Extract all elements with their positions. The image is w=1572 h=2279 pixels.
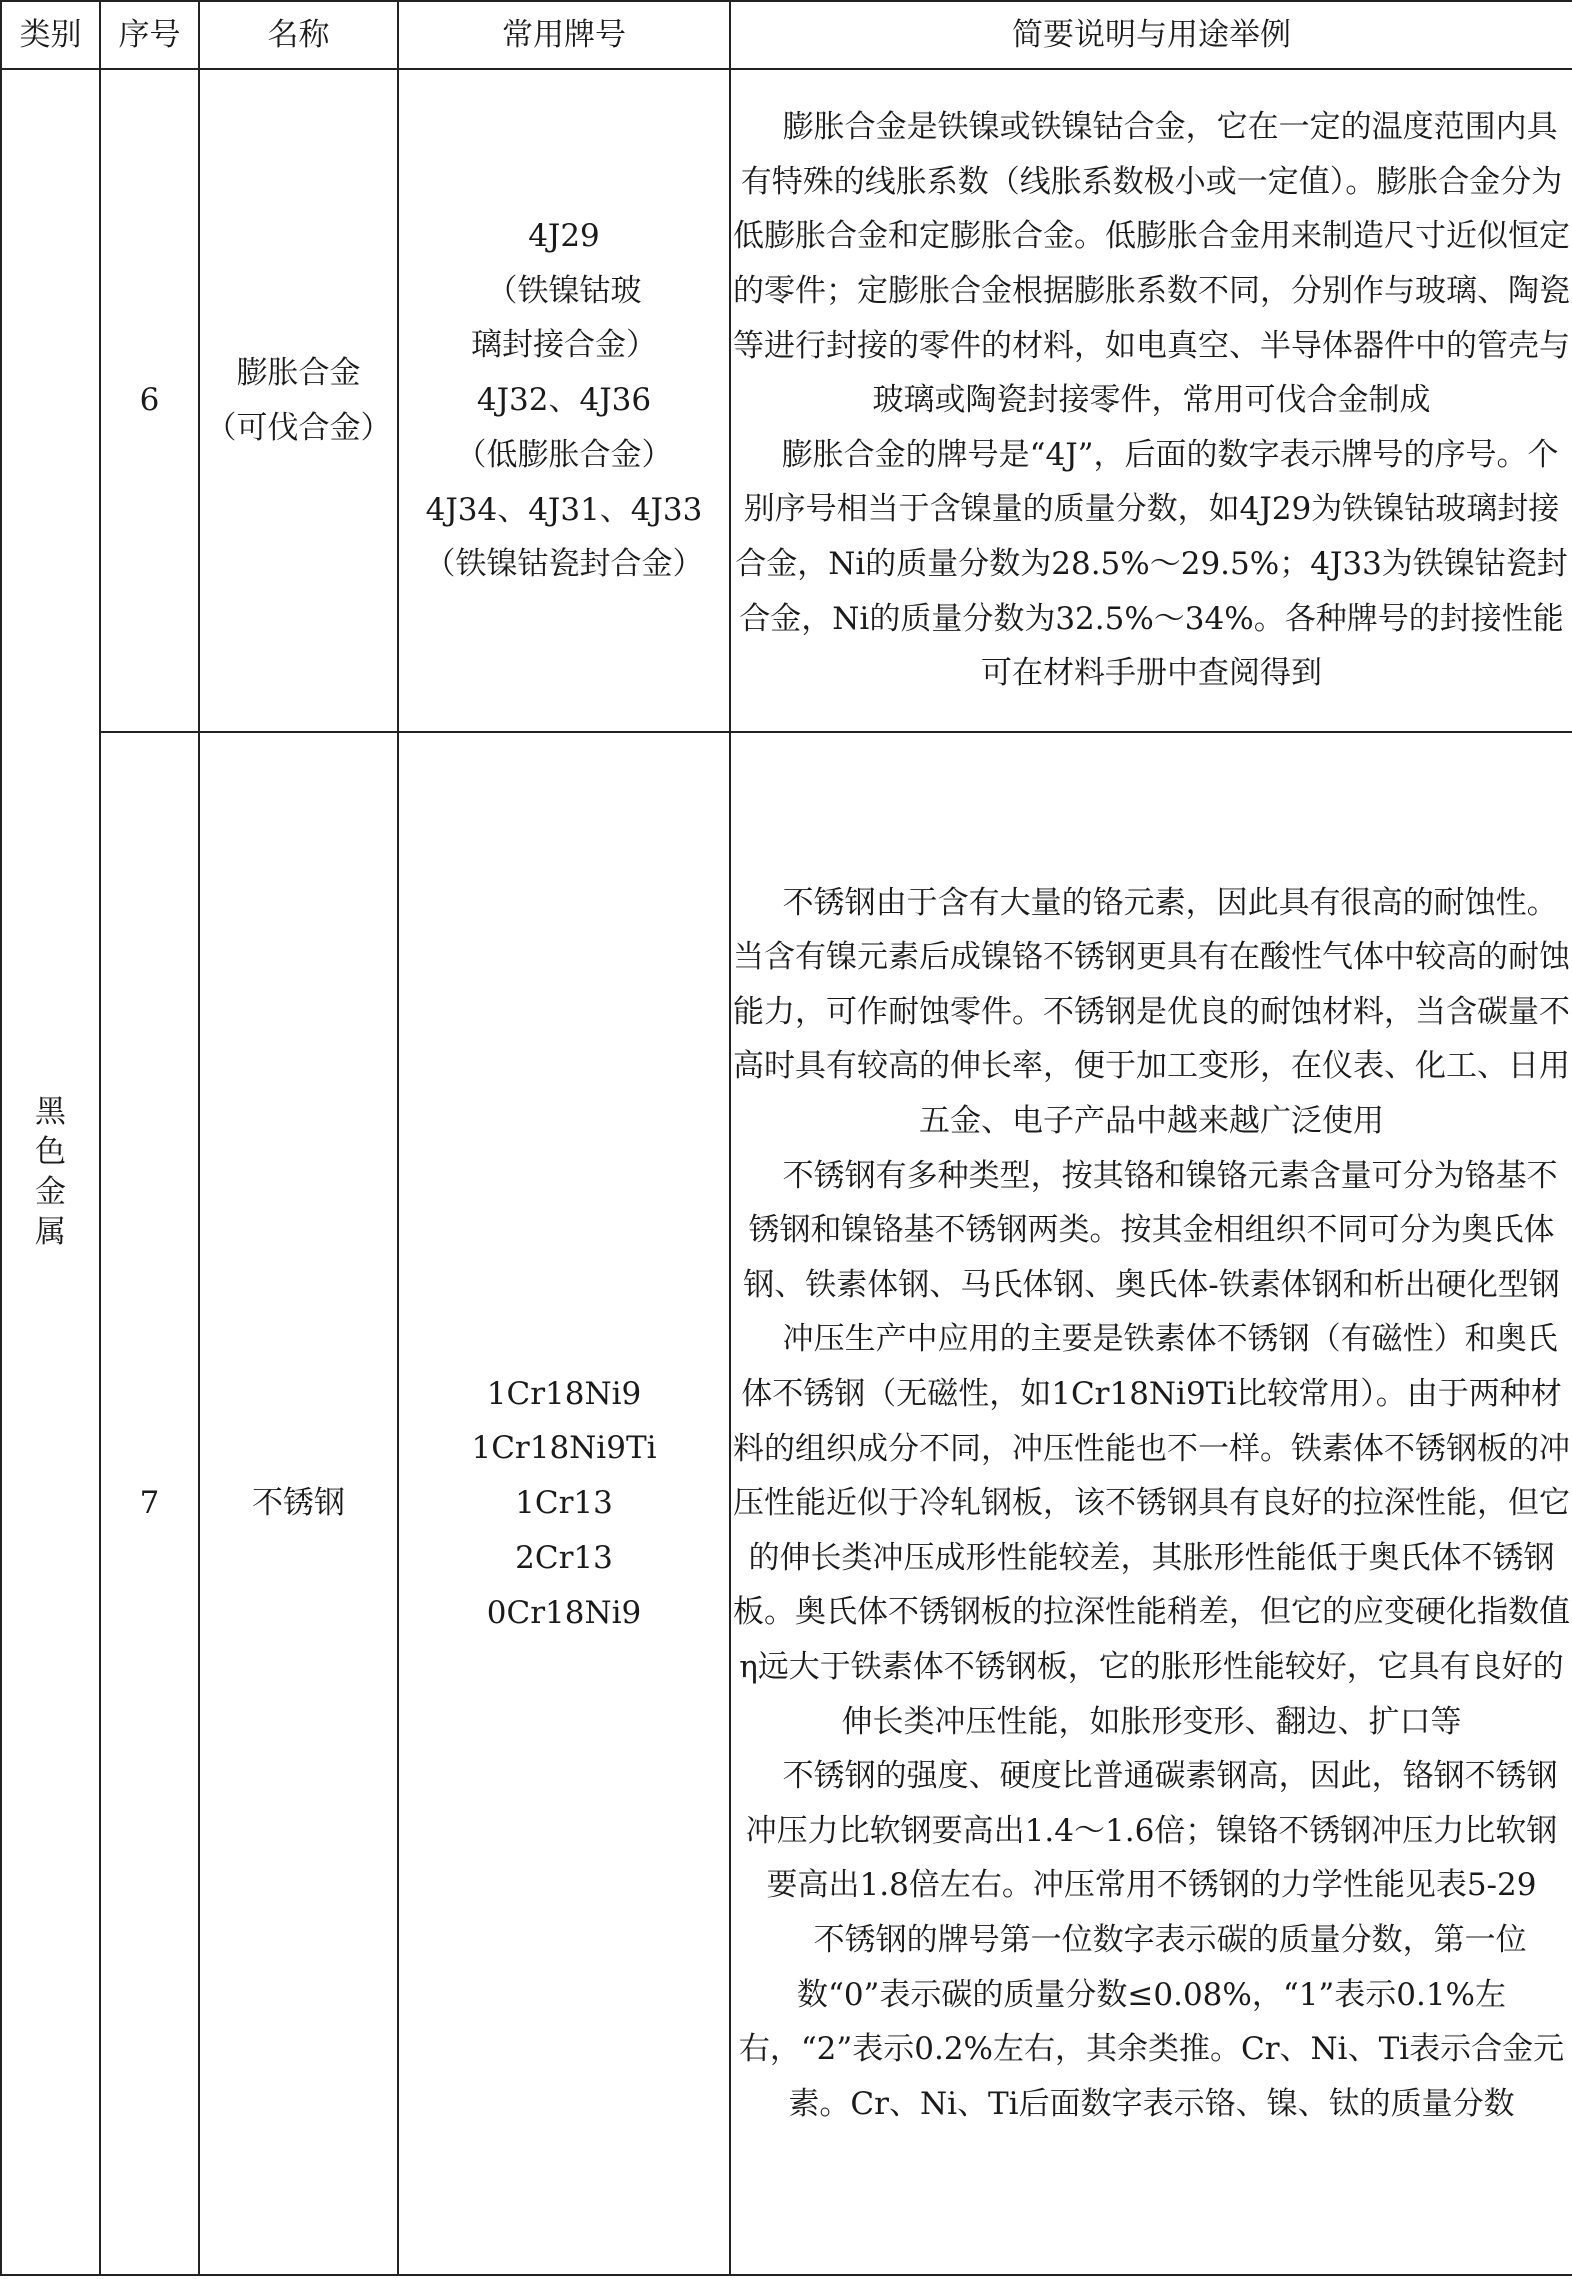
- grade-line: 4J29: [528, 218, 600, 255]
- grade-line: 1Cr18Ni9: [486, 1375, 642, 1412]
- description-paragraph: 不锈钢的强度、硬度比普通碳素钢高，因此，铬钢不锈钢冲压力比软钢要高出1.4～1.6倍；镍铬不锈钢冲压力比软钢要高出1.8倍左右。冲压常用不锈钢的力学性能见表5-29: [745, 1758, 1558, 1904]
- description-paragraph: 膨胀合金的牌号是“4J”，后面的数字表示牌号的序号。个别序号相当于含镍量的质量分数，如4J29为铁镍钴玻璃封接合金，Ni的质量分数为28.5%～29.5%；4J33为铁镍钴瓷封合金，Ni的质量分数为32.5%～34%。各种牌号的封接性能可在材料手册中查阅得到: [735, 436, 1568, 692]
- grade-line: 4J34、4J31、4J33: [425, 491, 703, 528]
- grade-list: [398, 69, 730, 732]
- grade-line: （低膨胀合金）: [455, 436, 673, 473]
- table-row-expansion-alloy: [1, 69, 1572, 732]
- header-grades: 常用牌号: [398, 1, 730, 69]
- table-row-stainless-steel: [1, 732, 1572, 2275]
- grade-line: 4J32、4J36: [476, 382, 652, 419]
- grade-line: 0Cr18Ni9: [486, 1594, 642, 1631]
- category-cell: [1, 69, 100, 2275]
- grade-line: （铁镍钴瓷封合金）: [424, 546, 704, 583]
- grade-line: 2Cr13: [515, 1539, 613, 1576]
- row-number: 6: [100, 69, 199, 732]
- grade-line: 璃封接合金）: [471, 327, 657, 364]
- description-cell: [730, 732, 1572, 2275]
- material-name-line: 膨胀合金: [236, 354, 361, 391]
- table-header-row: [1, 1, 1572, 69]
- grade-line: 1Cr18Ni9Ti: [471, 1430, 657, 1467]
- description-cell: [730, 69, 1572, 732]
- description-paragraph: 膨胀合金是铁镍或铁镍钴合金，它在一定的温度范围内具有特殊的线胀系数（线胀系数极小或一定值）。膨胀合金分为低膨胀合金和定膨胀合金。低膨胀合金用来制造尺寸近似恒定的零件；定膨胀合金根据膨胀系数不同，分别作与玻璃、陶瓷等进行封接的零件的材料，如电真空、半导体器件中的管壳与玻璃或陶瓷封接零件，常用可伐合金制成: [733, 109, 1570, 419]
- grade-list: [398, 732, 730, 2275]
- header-category: 类别: [1, 1, 100, 69]
- grade-line: 1Cr13: [515, 1485, 613, 1522]
- header-number: 序号: [100, 1, 199, 69]
- material-name-line: （可伐合金）: [205, 409, 392, 446]
- category-label: 黑色金属: [35, 1094, 66, 1250]
- description-paragraph: 不锈钢由于含有大量的铬元素，因此具有很高的耐蚀性。当含有镍元素后成镍铬不锈钢更具有在酸性气体中较高的耐蚀能力，可作耐蚀零件。不锈钢是优良的耐蚀材料，当含碳量不高时具有较高的伸长率，便于加工变形，在仪表、化工、日用五金、电子产品中越来越广泛使用: [733, 884, 1570, 1140]
- grade-line: （铁镍钴玻: [486, 272, 642, 309]
- material-name: [199, 69, 398, 732]
- header-name: 名称: [199, 1, 398, 69]
- header-description: 简要说明与用途举例: [730, 1, 1572, 69]
- material-name: [199, 732, 398, 2275]
- description-paragraph: 不锈钢的牌号第一位数字表示碳的质量分数，第一位数“0”表示碳的质量分数≤0.08%，“1”表示0.1%左右，“2”表示0.2%左右，其余类推。Cr、Ni、Ti表示合金元素。Cr、Ni、Ti后面数字表示铬、镍、钛的质量分数: [738, 1921, 1565, 2122]
- description-paragraph: 不锈钢有多种类型，按其铬和镍铬元素含量可分为铬基不锈钢和镍铬基不锈钢两类。按其金相组织不同可分为奥氏体钢、铁素体钢、马氏体钢、奥氏体-铁素体钢和析出硬化型钢: [743, 1157, 1560, 1303]
- material-name-line: 不锈钢: [252, 1485, 345, 1521]
- description-paragraph: 冲压生产中应用的主要是铁素体不锈钢（有磁性）和奥氏体不锈钢（无磁性，如1Cr18Ni9Ti比较常用）。由于两种材料的组织成分不同，冲压性能也不一样。铁素体不锈钢板的冲压性能近似于冷轧钢板，该不锈钢具有良好的拉深性能，但它的伸长类冲压成形性能较差，其胀形性能低于奥氏体不锈钢板。奥氏体不锈钢板的拉深性能稍差，但它的应变硬化指数值η远大于铁素体不锈钢板，它的胀形性能较好，它具有良好的伸长类冲压性能，如胀形变形、翻边、扩口等: [733, 1321, 1570, 1740]
- row-number: 7: [100, 732, 199, 2275]
